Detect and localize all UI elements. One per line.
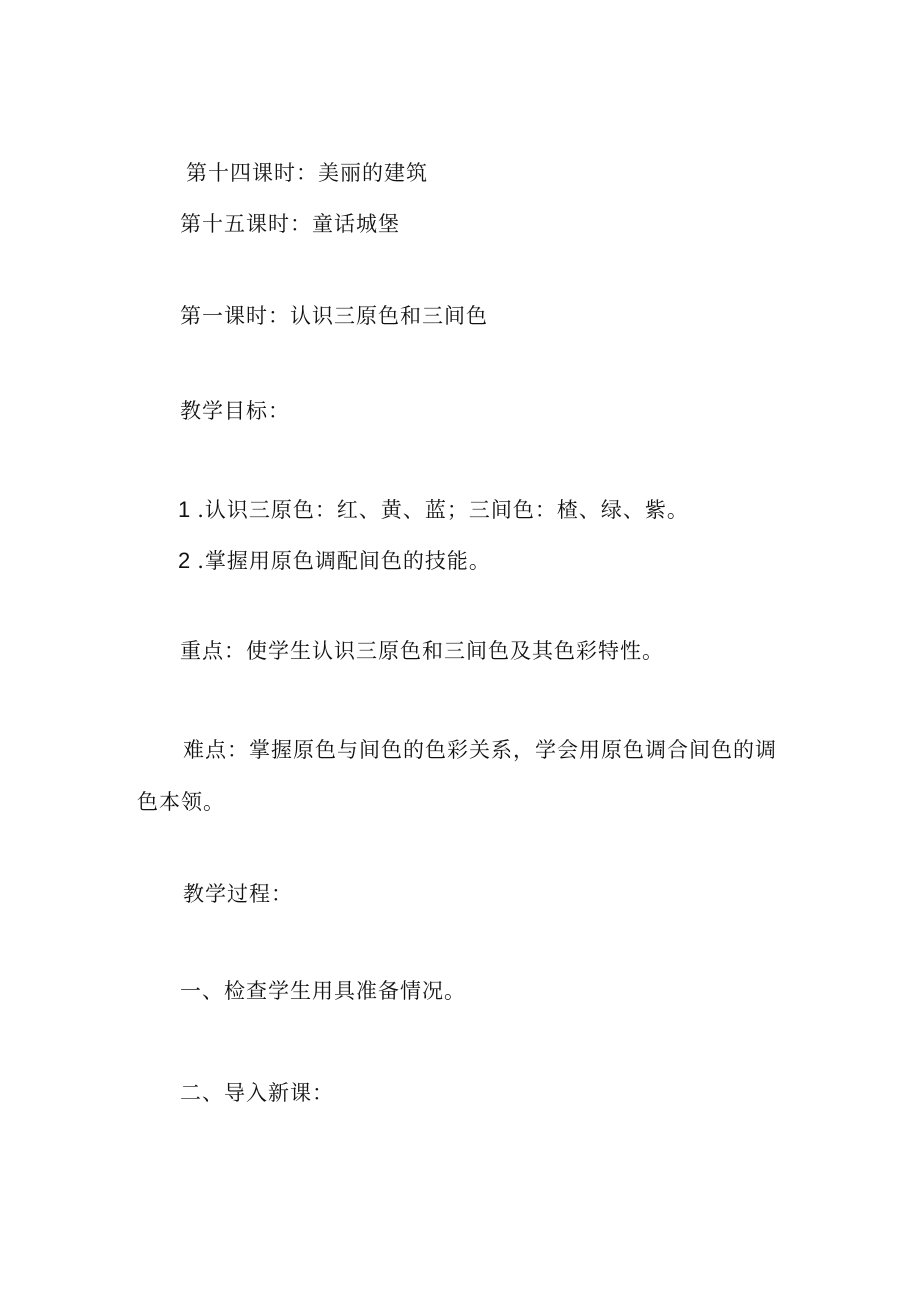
objective-number: 2 (178, 548, 192, 573)
objective-text: .掌握用原色调配间色的技能。 (197, 549, 491, 573)
objective-item-2 (178, 548, 491, 574)
process-step-2: 二、导入新课： (180, 1081, 334, 1105)
lesson-14-heading: 第十四课时：美丽的建筑 (186, 161, 428, 185)
objectives-heading: 教学目标： (180, 399, 290, 423)
process-heading: 教学过程： (183, 882, 293, 906)
key-point: 重点：使学生认识三原色和三间色及其色彩特性。 (180, 639, 664, 663)
difficulty-line-1: 难点：掌握原色与间色的色彩关系，学会用原色调合间色的调 (183, 738, 777, 762)
lesson-1-title: 第一课时：认识三原色和三间色 (180, 304, 488, 328)
process-step-1: 一、检查学生用具准备情况。 (180, 979, 466, 1003)
lesson-15-heading: 第十五课时：童话城堡 (180, 212, 400, 236)
objective-number: 1 (178, 497, 192, 522)
difficulty-line-2: 色本领。 (137, 790, 225, 814)
objective-item-1 (178, 497, 689, 523)
objective-text: .认识三原色：红、黄、蓝；三间色：楂、绿、紫。 (197, 498, 689, 522)
